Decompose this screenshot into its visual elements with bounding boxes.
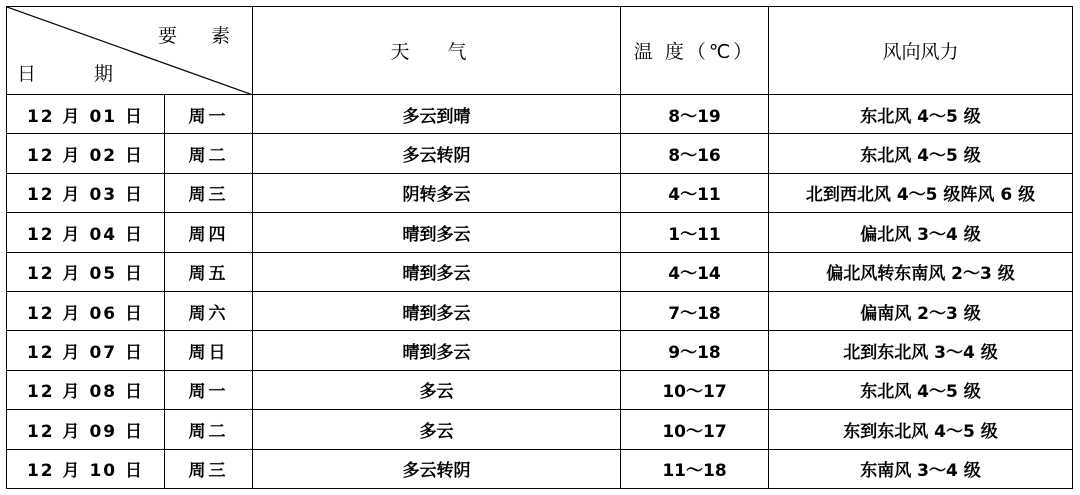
date-cell: 12 月 10 日	[7, 449, 165, 488]
weather-cell: 阴转多云	[253, 173, 621, 212]
table-row	[7, 173, 1073, 212]
wind-cell: 东北风 4～5 级	[769, 95, 1073, 134]
weather-forecast-table	[6, 6, 1073, 489]
weather-cell: 多云到晴	[253, 95, 621, 134]
table-row	[7, 410, 1073, 449]
weekday-cell: 周一	[165, 370, 253, 409]
weekday-cell: 周四	[165, 213, 253, 252]
date-cell: 12 月 09 日	[7, 410, 165, 449]
temperature-cell: 1～11	[621, 213, 769, 252]
weather-cell: 多云转阴	[253, 134, 621, 173]
temperature-cell: 4～14	[621, 252, 769, 291]
weekday-cell: 周日	[165, 331, 253, 370]
wind-cell: 偏北风 3～4 级	[769, 213, 1073, 252]
weekday-cell: 周一	[165, 95, 253, 134]
table-row	[7, 213, 1073, 252]
table-row	[7, 291, 1073, 330]
weekday-cell: 周六	[165, 291, 253, 330]
temperature-cell: 8～19	[621, 95, 769, 134]
table-row	[7, 331, 1073, 370]
temperature-cell: 4～11	[621, 173, 769, 212]
table-row	[7, 95, 1073, 134]
weather-cell: 晴到多云	[253, 213, 621, 252]
temperature-header: 温 度（℃）	[621, 7, 769, 95]
wind-cell: 东南风 3～4 级	[769, 449, 1073, 488]
temperature-cell: 8～16	[621, 134, 769, 173]
forecast-table-container	[6, 6, 1072, 488]
wind-cell: 东北风 4～5 级	[769, 134, 1073, 173]
date-cell: 12 月 07 日	[7, 331, 165, 370]
table-body	[7, 95, 1073, 489]
weather-cell: 多云转阴	[253, 449, 621, 488]
table-row	[7, 370, 1073, 409]
weekday-cell: 周三	[165, 173, 253, 212]
weather-cell: 晴到多云	[253, 291, 621, 330]
wind-cell: 北到西北风 4～5 级阵风 6 级	[769, 173, 1073, 212]
wind-cell: 偏北风转东南风 2～3 级	[769, 252, 1073, 291]
table-row	[7, 134, 1073, 173]
weekday-cell: 周二	[165, 410, 253, 449]
weather-cell: 晴到多云	[253, 331, 621, 370]
temperature-cell: 10～17	[621, 370, 769, 409]
temperature-cell: 7～18	[621, 291, 769, 330]
diagonal-header-cell	[7, 7, 253, 95]
date-cell: 12 月 04 日	[7, 213, 165, 252]
weather-cell: 晴到多云	[253, 252, 621, 291]
temperature-cell: 11～18	[621, 449, 769, 488]
date-cell: 12 月 01 日	[7, 95, 165, 134]
date-cell: 12 月 06 日	[7, 291, 165, 330]
element-label: 要 素	[157, 25, 244, 47]
date-cell: 12 月 05 日	[7, 252, 165, 291]
temperature-cell: 9～18	[621, 331, 769, 370]
weather-header: 天 气	[253, 7, 621, 95]
date-cell: 12 月 02 日	[7, 134, 165, 173]
temperature-cell: 10～17	[621, 410, 769, 449]
weekday-cell: 周三	[165, 449, 253, 488]
table-header-row	[7, 7, 1073, 95]
weather-cell: 多云	[253, 410, 621, 449]
weekday-cell: 周五	[165, 252, 253, 291]
wind-cell: 东北风 4～5 级	[769, 370, 1073, 409]
wind-cell: 东到东北风 4～5 级	[769, 410, 1073, 449]
date-cell: 12 月 08 日	[7, 370, 165, 409]
weekday-cell: 周二	[165, 134, 253, 173]
table-row	[7, 449, 1073, 488]
wind-header: 风向风力	[769, 7, 1073, 95]
table-row	[7, 252, 1073, 291]
wind-cell: 北到东北风 3～4 级	[769, 331, 1073, 370]
wind-cell: 偏南风 2～3 级	[769, 291, 1073, 330]
date-cell: 12 月 03 日	[7, 173, 165, 212]
weather-cell: 多云	[253, 370, 621, 409]
date-label: 日 期	[17, 63, 140, 85]
